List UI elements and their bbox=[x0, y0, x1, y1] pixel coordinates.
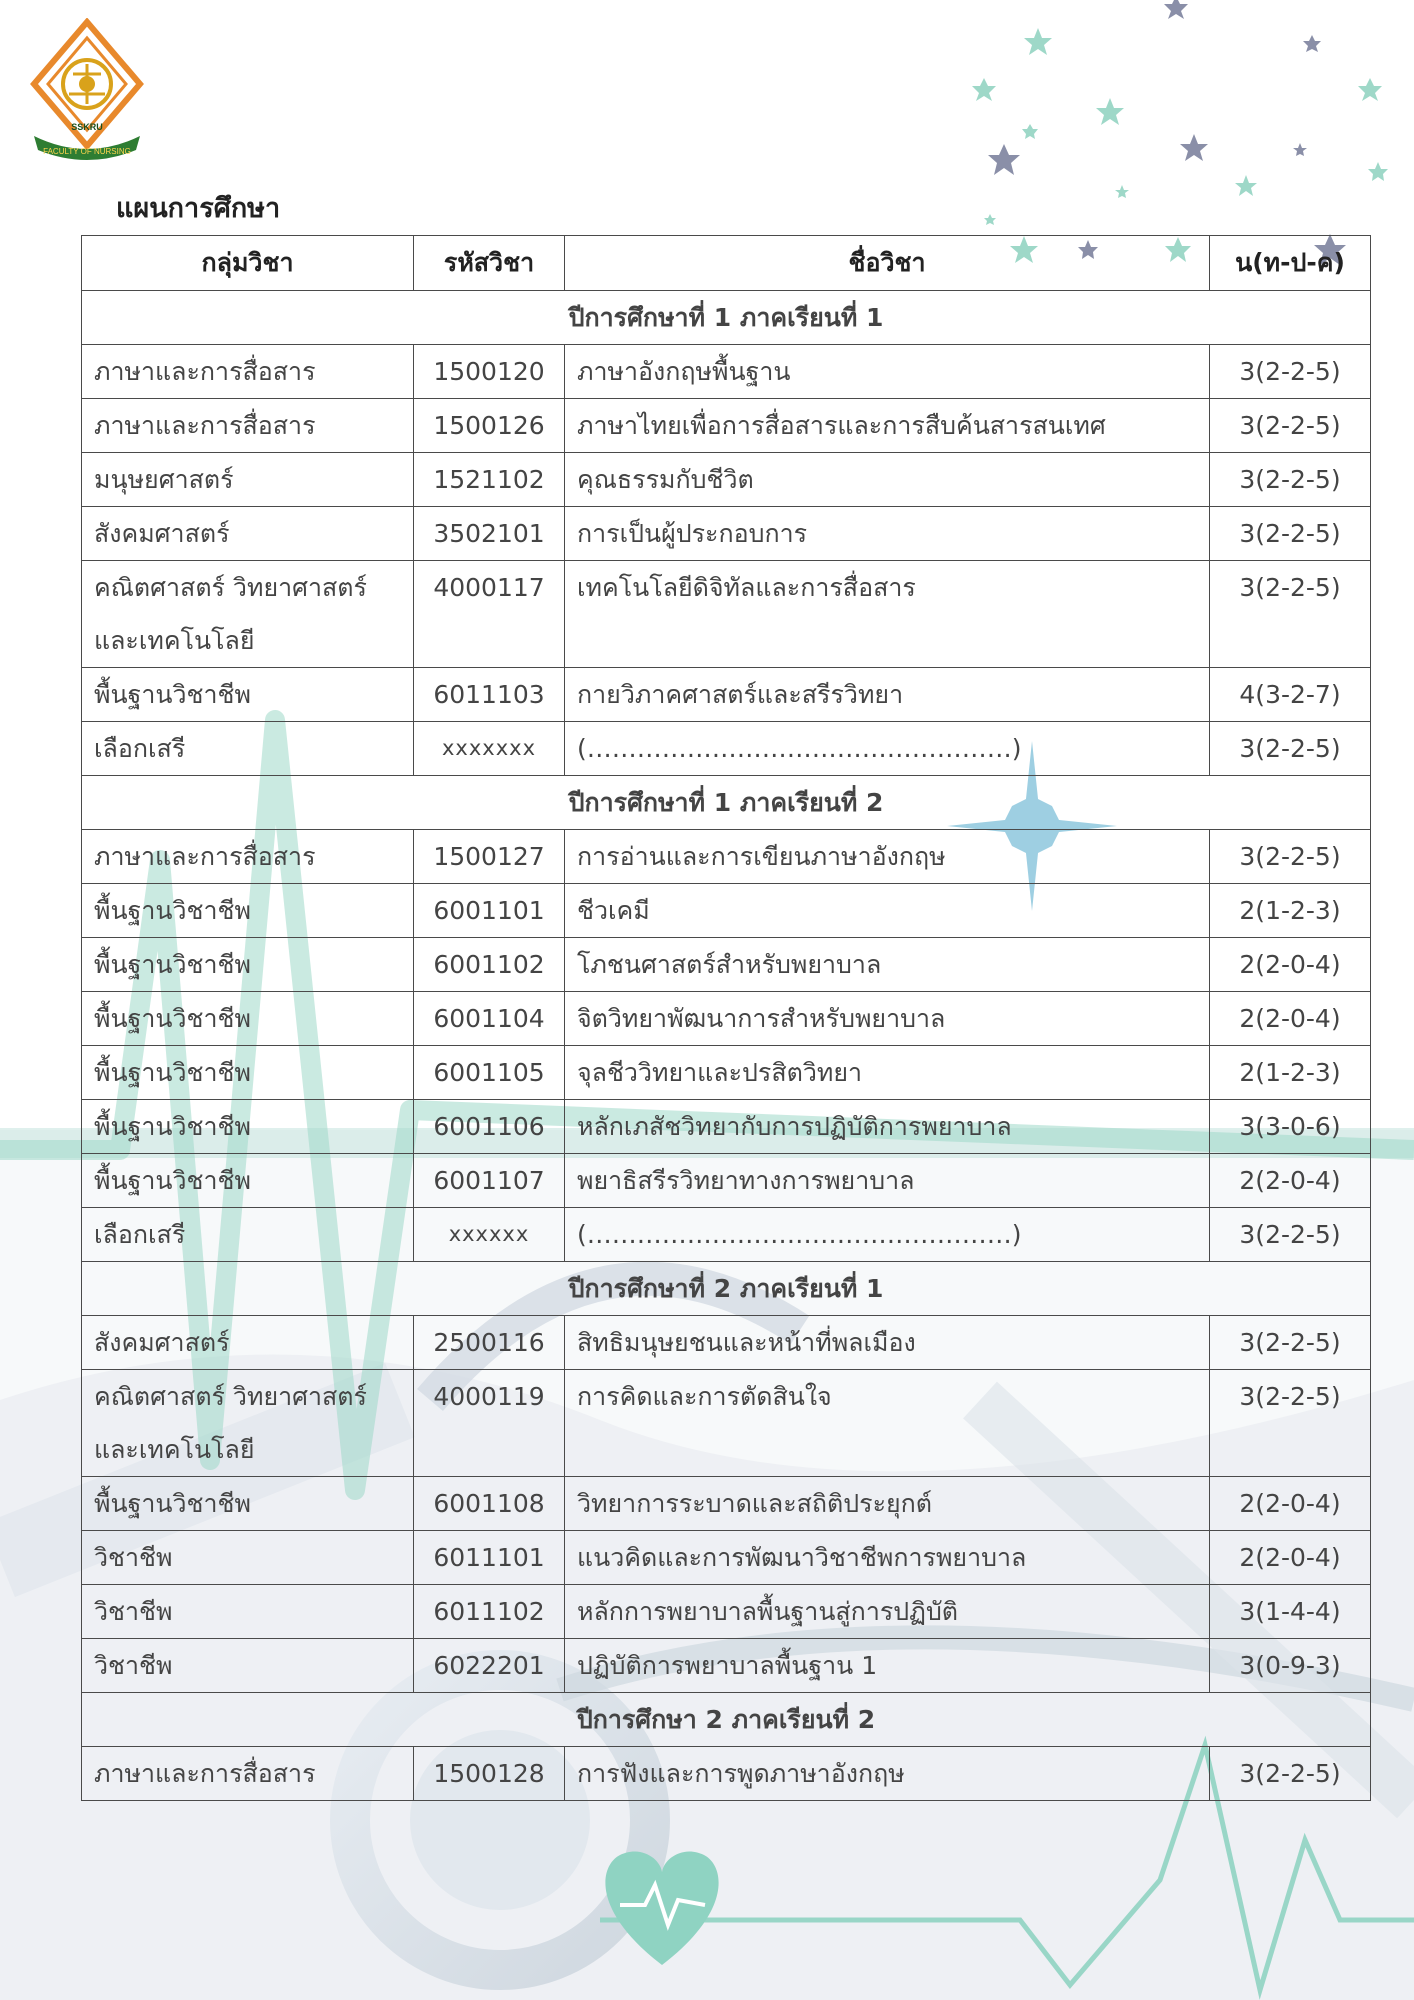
course-group-cell: ภาษาและการสื่อสาร bbox=[82, 1747, 414, 1801]
course-group-cell: พื้นฐานวิชาชีพ bbox=[82, 1154, 414, 1208]
course-name-cell: แนวคิดและการพัฒนาวิชาชีพการพยาบาล bbox=[565, 1531, 1210, 1585]
course-credit-cell: 2(1-2-3) bbox=[1210, 884, 1371, 938]
course-group-cell: วิชาชีพ bbox=[82, 1585, 414, 1639]
course-group-cell: พื้นฐานวิชาชีพ bbox=[82, 1046, 414, 1100]
course-row bbox=[82, 1477, 1371, 1531]
course-group-line1: คณิตศาสตร์ วิทยาศาสตร์ bbox=[94, 573, 367, 602]
course-code-cell: xxxxxxx bbox=[414, 722, 565, 776]
course-row bbox=[82, 507, 1371, 561]
course-credit-cell: 3(0-9-3) bbox=[1210, 1639, 1371, 1693]
course-name-cell: เทคโนโลยีดิจิทัลและการสื่อสาร bbox=[565, 561, 1210, 668]
course-code-cell: 6001101 bbox=[414, 884, 565, 938]
course-group-cell: สังคมศาสตร์ bbox=[82, 1316, 414, 1370]
course-name-cell: ภาษาไทยเพื่อการสื่อสารและการสืบค้นสารสนเทศ bbox=[565, 399, 1210, 453]
course-credit-cell: 2(2-0-4) bbox=[1210, 938, 1371, 992]
course-name-cell: ภาษาอังกฤษพื้นฐาน bbox=[565, 345, 1210, 399]
course-credit-cell: 2(2-0-4) bbox=[1210, 992, 1371, 1046]
column-header-credit: น(ท-ป-ค) bbox=[1210, 236, 1371, 291]
column-header-name: ชื่อวิชา bbox=[565, 236, 1210, 291]
course-code-cell: 6001108 bbox=[414, 1477, 565, 1531]
course-group-cell: ภาษาและการสื่อสาร bbox=[82, 345, 414, 399]
course-row bbox=[82, 1046, 1371, 1100]
course-group-line2: และเทคโนโลยี bbox=[94, 626, 255, 655]
course-name-cell: การคิดและการตัดสินใจ bbox=[565, 1370, 1210, 1477]
course-code-cell: 3502101 bbox=[414, 507, 565, 561]
course-code-cell: 1500120 bbox=[414, 345, 565, 399]
course-group-cell bbox=[82, 561, 414, 668]
course-name-cell: ปฏิบัติการพยาบาลพื้นฐาน 1 bbox=[565, 1639, 1210, 1693]
course-row bbox=[82, 1585, 1371, 1639]
course-code-cell: 1500126 bbox=[414, 399, 565, 453]
course-credit-cell: 2(2-0-4) bbox=[1210, 1154, 1371, 1208]
logo-text: SSKRU bbox=[71, 122, 103, 132]
course-group-cell: ภาษาและการสื่อสาร bbox=[82, 830, 414, 884]
course-row bbox=[82, 1747, 1371, 1801]
course-credit-cell: 2(2-0-4) bbox=[1210, 1477, 1371, 1531]
course-row bbox=[82, 1154, 1371, 1208]
course-code-cell: 6001105 bbox=[414, 1046, 565, 1100]
course-group-cell: วิชาชีพ bbox=[82, 1531, 414, 1585]
course-row bbox=[82, 1208, 1371, 1262]
course-code-cell: 6011102 bbox=[414, 1585, 565, 1639]
semester-heading: ปีการศึกษาที่ 1 ภาคเรียนที่ 2 bbox=[82, 776, 1371, 830]
course-group-line1: คณิตศาสตร์ วิทยาศาสตร์ bbox=[94, 1382, 367, 1411]
course-group-cell: พื้นฐานวิชาชีพ bbox=[82, 884, 414, 938]
course-group-cell: เลือกเสรี bbox=[82, 722, 414, 776]
course-credit-cell: 3(2-2-5) bbox=[1210, 561, 1371, 668]
course-group-cell: มนุษยศาสตร์ bbox=[82, 453, 414, 507]
course-name-cell: การฟังและการพูดภาษาอังกฤษ bbox=[565, 1747, 1210, 1801]
course-row bbox=[82, 1639, 1371, 1693]
course-credit-cell: 3(2-2-5) bbox=[1210, 345, 1371, 399]
course-credit-cell: 3(2-2-5) bbox=[1210, 1370, 1371, 1477]
page-title: แผนการศึกษา bbox=[116, 193, 281, 224]
course-name-cell: สิทธิมนุษยชนและหน้าที่พลเมือง bbox=[565, 1316, 1210, 1370]
course-row bbox=[82, 992, 1371, 1046]
course-name-cell: จิตวิทยาพัฒนาการสำหรับพยาบาล bbox=[565, 992, 1210, 1046]
course-row bbox=[82, 1316, 1371, 1370]
course-credit-cell: 2(1-2-3) bbox=[1210, 1046, 1371, 1100]
course-group-cell: เลือกเสรี bbox=[82, 1208, 414, 1262]
course-row bbox=[82, 722, 1371, 776]
semester-heading: ปีการศึกษา 2 ภาคเรียนที่ 2 bbox=[82, 1693, 1371, 1747]
course-code-cell: 2500116 bbox=[414, 1316, 565, 1370]
course-name-cell: กายวิภาคศาสตร์และสรีรวิทยา bbox=[565, 668, 1210, 722]
course-name-cell: หลักเภสัชวิทยากับการปฏิบัติการพยาบาล bbox=[565, 1100, 1210, 1154]
course-code-cell: xxxxxx bbox=[414, 1208, 565, 1262]
semester-section-row bbox=[82, 776, 1371, 830]
semester-heading: ปีการศึกษาที่ 2 ภาคเรียนที่ 1 bbox=[82, 1262, 1371, 1316]
course-credit-cell: 2(2-0-4) bbox=[1210, 1531, 1371, 1585]
course-credit-cell: 3(2-2-5) bbox=[1210, 1316, 1371, 1370]
course-code-cell: 6001106 bbox=[414, 1100, 565, 1154]
course-group-cell: วิชาชีพ bbox=[82, 1639, 414, 1693]
course-code-cell: 6011101 bbox=[414, 1531, 565, 1585]
course-name-cell: ชีวเคมี bbox=[565, 884, 1210, 938]
course-name-cell: วิทยาการระบาดและสถิติประยุกต์ bbox=[565, 1477, 1210, 1531]
course-row bbox=[82, 884, 1371, 938]
course-group-cell: พื้นฐานวิชาชีพ bbox=[82, 1477, 414, 1531]
course-name-cell: พยาธิสรีรวิทยาทางการพยาบาล bbox=[565, 1154, 1210, 1208]
course-row bbox=[82, 668, 1371, 722]
course-row bbox=[82, 830, 1371, 884]
logo-ribbon-text: FACULTY OF NURSING bbox=[43, 147, 131, 156]
course-credit-cell: 4(3-2-7) bbox=[1210, 668, 1371, 722]
course-group-cell: พื้นฐานวิชาชีพ bbox=[82, 1100, 414, 1154]
course-credit-cell: 3(2-2-5) bbox=[1210, 399, 1371, 453]
course-code-cell: 4000117 bbox=[414, 561, 565, 668]
course-group-cell: พื้นฐานวิชาชีพ bbox=[82, 992, 414, 1046]
course-group-cell bbox=[82, 1370, 414, 1477]
course-code-cell: 6011103 bbox=[414, 668, 565, 722]
course-credit-cell: 3(2-2-5) bbox=[1210, 507, 1371, 561]
course-group-line2: และเทคโนโลยี bbox=[94, 1435, 255, 1464]
course-code-cell: 6022201 bbox=[414, 1639, 565, 1693]
course-row bbox=[82, 399, 1371, 453]
course-code-cell: 6001102 bbox=[414, 938, 565, 992]
course-name-cell: หลักการพยาบาลพื้นฐานสู่การปฏิบัติ bbox=[565, 1585, 1210, 1639]
course-row bbox=[82, 453, 1371, 507]
table-body bbox=[82, 291, 1371, 1801]
course-row bbox=[82, 345, 1371, 399]
semester-section-row bbox=[82, 1693, 1371, 1747]
column-header-code: รหัสวิชา bbox=[414, 236, 565, 291]
course-row bbox=[82, 1370, 1371, 1477]
faculty-logo bbox=[26, 18, 148, 166]
course-row bbox=[82, 561, 1371, 668]
study-plan-table bbox=[81, 235, 1371, 1801]
semester-section-row bbox=[82, 291, 1371, 345]
column-header-group: กลุ่มวิชา bbox=[82, 236, 414, 291]
course-credit-cell: 3(2-2-5) bbox=[1210, 453, 1371, 507]
course-code-cell: 4000119 bbox=[414, 1370, 565, 1477]
course-code-cell: 1521102 bbox=[414, 453, 565, 507]
course-code-cell: 6001107 bbox=[414, 1154, 565, 1208]
semester-heading: ปีการศึกษาที่ 1 ภาคเรียนที่ 1 bbox=[82, 291, 1371, 345]
course-row bbox=[82, 938, 1371, 992]
course-group-cell: สังคมศาสตร์ bbox=[82, 507, 414, 561]
table-header-row bbox=[82, 236, 1371, 291]
course-name-cell: โภชนศาสตร์สำหรับพยาบาล bbox=[565, 938, 1210, 992]
course-code-cell: 1500128 bbox=[414, 1747, 565, 1801]
course-name-cell: การเป็นผู้ประกอบการ bbox=[565, 507, 1210, 561]
course-name-cell: (……………………………………………) bbox=[565, 1208, 1210, 1262]
course-name-cell: คุณธรรมกับชีวิต bbox=[565, 453, 1210, 507]
course-group-cell: พื้นฐานวิชาชีพ bbox=[82, 938, 414, 992]
course-credit-cell: 3(1-4-4) bbox=[1210, 1585, 1371, 1639]
course-credit-cell: 3(2-2-5) bbox=[1210, 1747, 1371, 1801]
course-credit-cell: 3(2-2-5) bbox=[1210, 830, 1371, 884]
course-name-cell: การอ่านและการเขียนภาษาอังกฤษ bbox=[565, 830, 1210, 884]
star-cluster bbox=[972, 0, 1388, 265]
course-group-cell: ภาษาและการสื่อสาร bbox=[82, 399, 414, 453]
course-credit-cell: 3(2-2-5) bbox=[1210, 722, 1371, 776]
course-group-cell: พื้นฐานวิชาชีพ bbox=[82, 668, 414, 722]
course-credit-cell: 3(3-0-6) bbox=[1210, 1100, 1371, 1154]
course-row bbox=[82, 1100, 1371, 1154]
course-row bbox=[82, 1531, 1371, 1585]
course-name-cell: จุลชีววิทยาและปรสิตวิทยา bbox=[565, 1046, 1210, 1100]
course-credit-cell: 3(2-2-5) bbox=[1210, 1208, 1371, 1262]
course-name-cell: (……………………………………………) bbox=[565, 722, 1210, 776]
course-code-cell: 6001104 bbox=[414, 992, 565, 1046]
course-code-cell: 1500127 bbox=[414, 830, 565, 884]
semester-section-row bbox=[82, 1262, 1371, 1316]
